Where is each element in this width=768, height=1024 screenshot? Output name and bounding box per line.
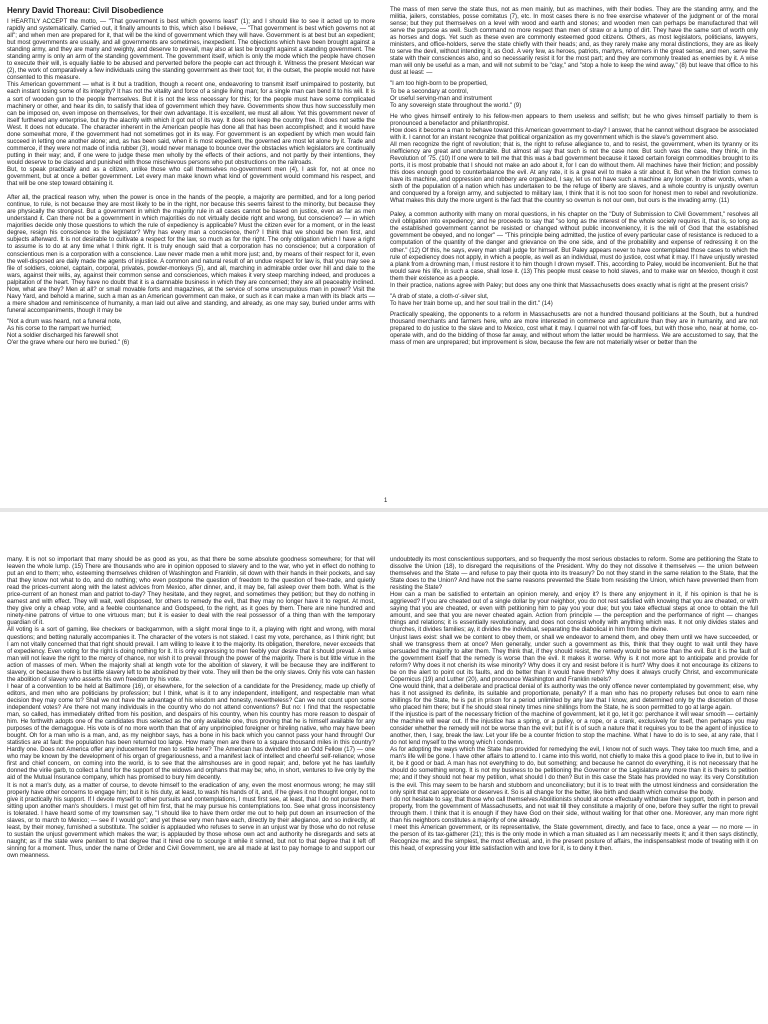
- paragraph: How can a man be satisfied to entertain an opinion merely, and enjoy it? Is there any enjoyment in it, if his opinion is that he is aggrieved? If you are cheated out of a single dollar by your neighbor, you do not rest satisfied with knowing that you are cheated, or with saying that you are cheated, or even with petitioning him to pay you your due; but you take effectual steps at once to obtain the full amount, and see that you are never cheated again. Action from principle — the perception and the performance of right — changes things and relations; it is essentially revolutionary, and does not consist wholly with anything which was. It not only divides states and churches, it divides families; ay, it divides the individual, separating the diabolical in him from the divine.: [390, 591, 758, 634]
- page-number: 1: [384, 498, 388, 504]
- paragraph: Practically speaking, the opponents to a reform in Massachusetts are not a hundred thousand politicians at the South, but a hundred thousand merchants and farmers here, who are more interested in commerce and agriculture than they are in humanity, and are not prepared to do justice to the slave and to Mexico, cost what it may. I quarrel not with far-off foes, but with those who, near at home, co-operate with, and do the bidding of those far away, and without whom the latter would be harmless. We are accustomed to say, that the mass of men are unprepared; but improvement is slow, because the few are not materially wiser or better than the: [390, 310, 758, 347]
- paragraph: I HEARTILY ACCEPT the motto, — "That government is best which governs least" (1); and I should like to see it acted up to more rapidly and systematically. Carried out, it finally amounts to this, which also I believe, — "That government is best which governs not at all"; and when men are prepared for it, that will be the kind of government which they will have. Government is at best but an expedient; but most governments are usually, and all governments are sometimes, inexpedient. The objections which have been brought against a standing army, and they are many and weighty, and deserve to prevail, may also at last be brought against a standing government. The standing army is only an arm of the standing government. The government itself, which is only the mode which the people have chosen to execute their will, is equally liable to be abused and perverted before the people can act through it. Witness the present Mexican war (2), the work of comparatively a few individuals using the standing government as their tool; for, in the outset, the people would not have consented to this measure.: [7, 18, 375, 82]
- paragraph: But, to speak practically and as a citizen, unlike those who call themselves no-government men (4), I ask for, not at once no government, but at once a better government. Let every man make known what kind of government would command his respect, and that will be one step toward obtaining it.: [7, 165, 375, 188]
- paragraph: It is not a man's duty, as a matter of course, to devote himself to the eradication of any, even the most enormous wrong; he may still properly have other concerns to engage him; but it is his duty, at least, to wash his hands of it, and, if he gives it no thought longer, not to give it practically his support. If I devote myself to other pursuits and contemplations, I must first see, at least, that I do not pursue them sitting upon another man's shoulders. I must get off him first, that he may pursue his contemplations too. See what gross inconsistency is tolerated. I have heard some of my townsmen say, "I should like to have them order me out to help put down an insurrection of the slaves, or to march to Mexico; — see if I would go"; and yet these very men have each, directly by their allegiance, and so indirectly, at least, by their money, furnished a substitute. The soldier is applauded who refuses to serve in an unjust war by those who do not refuse to sustain the unjust government which makes the war; is applauded by those whose own act and authority he disregards and sets at naught; as if the state were penitent to that degree that it hired one to scourge it while it sinned, but not to that degree that it left off sinning for a moment. Thus, under the name of Order and Civil Government, we are all made at last to pay homage to and support our own meanness.: [7, 781, 375, 859]
- right-column: [390, 6, 758, 504]
- verse-quote: [7, 318, 375, 346]
- paragraph: Unjust laws exist: shall we be content to obey them, or shall we endeavor to amend them, and obey them until we have succeeded, or shall we transgress them at once? Men generally, under such a government as this, think that they ought to wait until they have persuaded the majority to alter them. They think that, if they should resist, the remedy would be worse than the evil. But it is the fault of the government itself that the remedy is worse than the evil. It makes it worse. Why is it not more apt to anticipate and provide for reform? Why does it not cherish its wise minority? Why does it cry and resist before it is hurt? Why does it not encourage its citizens to be on the alert to point out its faults, and do better than it would have them? Why does it always crucify Christ, and excommunicate Copernicus (19) and Luther (20), and pronounce Washington and Franklin rebels?: [390, 633, 758, 683]
- right-column: [390, 556, 758, 1018]
- verse-quote: [390, 80, 758, 108]
- left-column: [7, 6, 375, 504]
- document-title: Henry David Thoreau: Civil Disobedience: [7, 6, 164, 15]
- paragraph: How does it become a man to behave toward this American government to-day? I answer, that he cannot without disgrace be associated with it. I cannot for an instant recognize that political organization as my government which is the slave's government also.: [390, 126, 758, 141]
- paragraph: Paley, a common authority with many on moral questions, in his chapter on the "Duty of Submission to Civil Government," resolves all civil obligation into expediency; and he proceeds to say that "so long as the interest of the whole society requires it, that is, so long as the established government cannot be resisted or changed without public inconveniency, it is the will of God that the established government be obeyed, and no longer" — "This principle being admitted, the justice of every particular case of resistance is reduced to a computation of the quantity of the danger and grievance on the one side, and of the probability and expense of redressing it on the other." (12) Of this, he says, every man shall judge for himself. But Paley appears never to have contemplated those cases to which the rule of expediency does not apply, in which a people, as well as an individual, must do justice, cost what it may. If I have unjustly wrested a plank from a drowning man, I must restore it to him though I drown myself. This, according to Paley, would be inconvenient. But he that would save his life, in such a case, shall lose it. (13) This people must cease to hold slaves, and to make war on Mexico, though it cost them their existence as a people.: [390, 211, 758, 282]
- verse-line: "A drab of state, a cloth-o'-silver slut,: [390, 292, 489, 300]
- paragraph: undoubtedly its most conscientious supporters, and so frequently the most serious obstacles to reform. Some are petitioning the State to dissolve the Union (18), to disregard the requisitions of the President. Why do they not dissolve it themselves — the union between themselves and the State — and refuse to pay their quota into its treasury? Do not they stand in the same relation to the State, that the State does to the Union? And have not the same reasons prevented the State from resisting the Union, which have prevented them from resisting the State?: [390, 556, 758, 592]
- paragraph: I do not hesitate to say, that those who call themselves Abolitionists should at once effectually withdraw their support, both in person and property, from the government of Massachusetts, and not wait till they constitute a majority of one, before they suffer the right to prevail through them. I think that it is enough if they have God on their side, without waiting for that other one. Moreover, any man more right than his neighbors constitutes a majority of one already.: [390, 795, 758, 824]
- paragraph: The mass of men serve the state thus, not as men mainly, but as machines, with their bodies. They are the standing army, and the militia, jailers, constables, posse comitatus (7), etc. In most cases there is no free exercise whatever of the judgment or of the moral sense; but they put themselves on a level with wood and earth and stones; and wooden men can perhaps be manufactured that will serve the purpose as well. Such command no more respect than men of straw or a lump of dirt. They have the same sort of worth only as horses and dogs. Yet such as these even are commonly esteemed good citizens. Others, as most legislators, politicians, lawyers, ministers, and office-holders, serve the state chiefly with their heads; and, as they rarely make any moral distinctions, they are as likely to serve the devil, without intending it, as God. A very few, as heroes, patriots, martyrs, reformers in the great sense, and men, serve the state with their consciences also, and so necessarily resist it for the most part; and they are commonly treated as enemies by it. A wise man will only be useful as a man, and will not submit to be "clay," and "stop a hole to keep the wind away," (8) but leave that office to his dust at least: —: [390, 6, 758, 77]
- paragraph: One would think, that a deliberate and practical denial of its authority was the only offence never contemplated by government; else, why has it not assigned its definite, its suitable and proportionate, penalty? If a man who has no property refuses but once to earn nine shillings for the State, he is put in prison for a period unlimited by any law that I know, and determined only by the discretion of those who placed him there; but if he should steal ninety times nine shillings from the State, he is soon permitted to go at large again.: [390, 682, 758, 711]
- page-2: [0, 512, 768, 1024]
- verse-line: Not a soldier discharged his farewell shot: [7, 332, 119, 340]
- paragraph: After all, the practical reason why, when the power is once in the hands of the people, a majority are permitted, and for a long period continue, to rule, is not because they are most likely to be in the right, nor because this seems fairest to the minority, but because they are physically the strongest. But a government in which the majority rule in all cases cannot be based on justice, even as far as men understand it. Can there not be a government in which majorities do not virtually decide right and wrong, but conscience? — in which majorities decide only those questions to which the rule of expediency is applicable? Must the citizen ever for a moment, or in the least degree, resign his conscience to the legislator? Why has every man a conscience, then? I think that we should be men first, and subjects afterward. It is not desirable to cultivate a respect for the law, so much as for the right. The only obligation which I have a right to assume is to do at any time what I think right. It is truly enough said that a corporation has no conscience; but a corporation of conscientious men is a corporation with a conscience. Law never made men a whit more just; and, by means of their respect for it, even the well-disposed are daily made the agents of injustice. A common and natural result of an undue respect for law is, that you may see a file of soldiers, colonel, captain, corporal, privates, powder-monkeys (5), and all, marching in admirable order over hill and dale to the wars, against their wills, ay, against their common sense and consciences, which makes it very steep marching indeed, and produces a palpitation of the heart. They have no doubt that it is a damnable business in which they are concerned; they are all peaceably inclined. Now, what are they? Men at all? or small movable forts and magazines, at the service of some unscrupulous man in power? Visit the Navy Yard, and behold a marine, such a man as an American government can make, or such as it can make a man with its black arts — a mere shadow and reminiscence of humanity, a man laid out alive and standing, and already, as one may say, buried under arms with funeral accompaniments, though it may be: [7, 194, 375, 314]
- verse-line: To any sovereign state throughout the world." (9): [390, 101, 522, 109]
- verse-line: To have her train borne up, and her soul trail in the dirt." (14): [390, 299, 553, 307]
- paragraph: This American government — what is it but a tradition, though a recent one, endeavoring to transmit itself unimpaired to posterity, but each instant losing some of its integrity? It has not the vitality and force of a single living man; for a single man can bend it to his will. It is a sort of wooden gun to the people themselves. But it is not the less necessary for this; for the people must have some complicated machinery or other, and hear its din, to satisfy that idea of government which they have. Governments show thus how successfully men can be imposed on, even impose on themselves, for their own advantage. It is excellent, we must all allow. Yet this government never of itself furthered any enterprise, but by the alacrity with which it got out of its way. It does not keep the country free. It does not settle the West. It does not educate. The character inherent in the American people has done all that has been accomplished; and it would have done somewhat more, if the government had not sometimes got in its way. For government is an expedient by which men would fain succeed in letting one another alone; and, as has been said, when it is most expedient, the governed are most let alone by it. Trade and commerce, if they were not made of india rubber (3), would never manage to bounce over the obstacles which legislators are continually putting in their way; and, if one were to judge these men wholly by the effects of their actions, and not partly by their intentions, they would deserve to be classed and punished with those mischievous persons who put obstructions on the railroads.: [7, 81, 375, 166]
- verse-line: "I am too high-born to be propertied,: [390, 80, 488, 88]
- paragraph: I hear of a convention to be held at Baltimore (16), or elsewhere, for the selection of a candidate for the Presidency, made up chiefly of editors, and men who are politicians by profession; but I think, what is it to any independent, intelligent, and respectable man what decision they may come to? Shall we not have the advantage of his wisdom and honesty, nevertheless? Can we not count upon some independent votes? Are there not many individuals in the country who do not attend conventions? But no: I find that the respectable man, so called, has immediately drifted from his position, and despairs of his country, when his country has more reason to despair of him. He forthwith adopts one of the candidates thus selected as the only available one, thus proving that he is himself available for any purposes of the demagogue. His vote is of no more worth than that of any unprincipled foreigner or hireling native, who may have been bought. Oh for a man who is a man, and, as my neighbor says, has a bone in his back which you cannot pass your hand through! Our statistics are at fault: the population has been returned too large. How many men are there to a square thousand miles in this country? Hardly one. Does not America offer any inducement for men to settle here? The American has dwindled into an Odd Fellow (17) — one who may be known by the development of his organ of gregariousness, and a manifest lack of intellect and cheerful self-reliance; whose first and chief concern, on coming into the world, is to see that the almshouses are in good repair; and, before yet he has lawfully donned the virile garb, to collect a fund for the support of the widows and orphans that may be; who, in short, ventures to live only by the aid of the Mutual Insurance company, which has promised to bury him decently.: [7, 682, 375, 782]
- paragraph: As for adopting the ways which the State has provided for remedying the evil, I know not of such ways. They take too much time, and a man's life will be gone. I have other affairs to attend to. I came into this world, not chiefly to make this a good place to live in, but to live in it, be it good or bad. A man has not everything to do, but something; and because he cannot do everything, it is not necessary that he should do something wrong. It is not my business to be petitioning the Governor or the Legislature any more than it is theirs to petition me; and if they should not hear my petition, what should I do then? But in this case the State has provided no way: its very Constitution is the evil. This may seem to be harsh and stubborn and unconciliatory; but it is to treat with the utmost kindness and consideration the only spirit that can appreciate or deserves it. So is all change for the better, like birth and death which convulse the body.: [390, 746, 758, 796]
- verse-line: O'er the grave where our hero we buried." (6): [7, 339, 130, 347]
- left-column: [7, 556, 375, 1018]
- paragraph: He who gives himself entirely to his fellow-men appears to them useless and selfish; but he who gives himself partially to them is pronounced a benefactor and philanthropist.: [390, 112, 758, 127]
- verse-line: As his corse to the rampart we hurried;: [7, 324, 112, 332]
- verse-line: Or useful serving-man and instrument: [390, 94, 492, 102]
- paragraph: All voting is a sort of gaming, like checkers or backgammon, with a slight moral tinge to it, a playing with right and wrong, with moral questions; and betting naturally accompanies it. The character of the voters is not staked. I cast my vote, perchance, as I think right; but I am not vitally concerned that that right should prevail. I am willing to leave it to the majority. Its obligation, therefore, never exceeds that of expediency. Even voting for the right is doing nothing for it. It is only expressing to men feebly your desire that it should prevail. A wise man will not leave the right to the mercy of chance, nor wish it to prevail through the power of the majority. There is but little virtue in the action of masses of men. When the majority shall at length vote for the abolition of slavery, it will be because they are indifferent to slavery, or because there is but little slavery left to be abolished by their vote. They will then be the only slaves. Only his vote can hasten the abolition of slavery who asserts his own freedom by his vote.: [7, 626, 375, 683]
- paragraph: many. It is not so important that many should be as good as you, as that there be some absolute goodness somewhere; for that will leaven the whole lump. (15) There are thousands who are in opinion opposed to slavery and to the war, who yet in effect do nothing to put an end to them; who, esteeming themselves children of Washington and Franklin, sit down with their hands in their pockets, and say that they know not what to do, and do nothing; who even postpone the question of freedom to the question of free-trade, and quietly read the prices-current along with the latest advices from Mexico, after dinner, and, it may be, fall asleep over them both. What is the price-current of an honest man and patriot to-day? They hesitate, and they regret, and sometimes they petition; but they do nothing in earnest and with effect. They will wait, well disposed, for others to remedy the evil, that they may no longer have it to regret. At most, they give only a cheap vote, and a feeble countenance and Godspeed, to the right, as it goes by them. There are nine hundred and ninety-nine patrons of virtue to one virtuous man; but it is easier to deal with the real possessor of a thing than with the temporary guardian of it.: [7, 556, 375, 627]
- verse-line: To be a secondary at control,: [390, 87, 469, 95]
- paragraph: I meet this American government, or its representative, the State government, directly, and face to face, once a year — no more — in the person of its tax-gatherer (21); this is the only mode in which a man situated as I am necessarily meets it; and it then says distinctly, Recognize me; and the simplest, the most effectual, and, in the present posture of affairs, the indispensablest mode of treating with it on this head, of expressing your little satisfaction with and love for it, is to deny it then.: [390, 823, 758, 852]
- paragraph: All men recognize the right of revolution; that is, the right to refuse allegiance to, and to resist, the government, when its tyranny or its inefficiency are great and unendurable. But almost all say that such is not the case now. But such was the case, they think, in the Revolution of '75. (10) If one were to tell me that this was a bad government because it taxed certain foreign commodities brought to its ports, it is most probable that I should not make an ado about it, for I can do without them. All machines have their friction; and possibly this does enough good to counterbalance the evil. At any rate, it is a great evil to make a stir about it. But when the friction comes to have its machine, and oppression and robbery are organized, I say, let us not have such a machine any longer. In other words, when a sixth of the population of a nation which has undertaken to be the refuge of liberty are slaves, and a whole country is unjustly overrun and conquered by a foreign army, and subjected to military law, I think that it is not too soon for honest men to rebel and revolutionize. What makes this duty the more urgent is the fact that the country so overrun is not our own, but ours is the invading army. (11): [390, 140, 758, 205]
- verse-line: "Not a drum was heard, not a funeral note,: [7, 317, 122, 325]
- verse-quote: [390, 293, 758, 307]
- paragraph: If the injustice is part of the necessary friction of the machine of government, let it go, let it go: perchance it will wear smooth — certainly the machine will wear out. If the injustice has a spring, or a pulley, or a rope, or a crank, exclusively for itself, then perhaps you may consider whether the remedy will not be worse than the evil; but if it is of such a nature that it requires you to be the agent of injustice to another, then, I say, break the law. Let your life be a counter friction to stop the machine. What I have to do is to see, at any rate, that I do not lend myself to the wrong which I condemn.: [390, 711, 758, 747]
- paragraph: In their practice, nations agree with Paley; but does any one think that Massachusetts does exactly what is right at the present crisis?: [390, 281, 749, 289]
